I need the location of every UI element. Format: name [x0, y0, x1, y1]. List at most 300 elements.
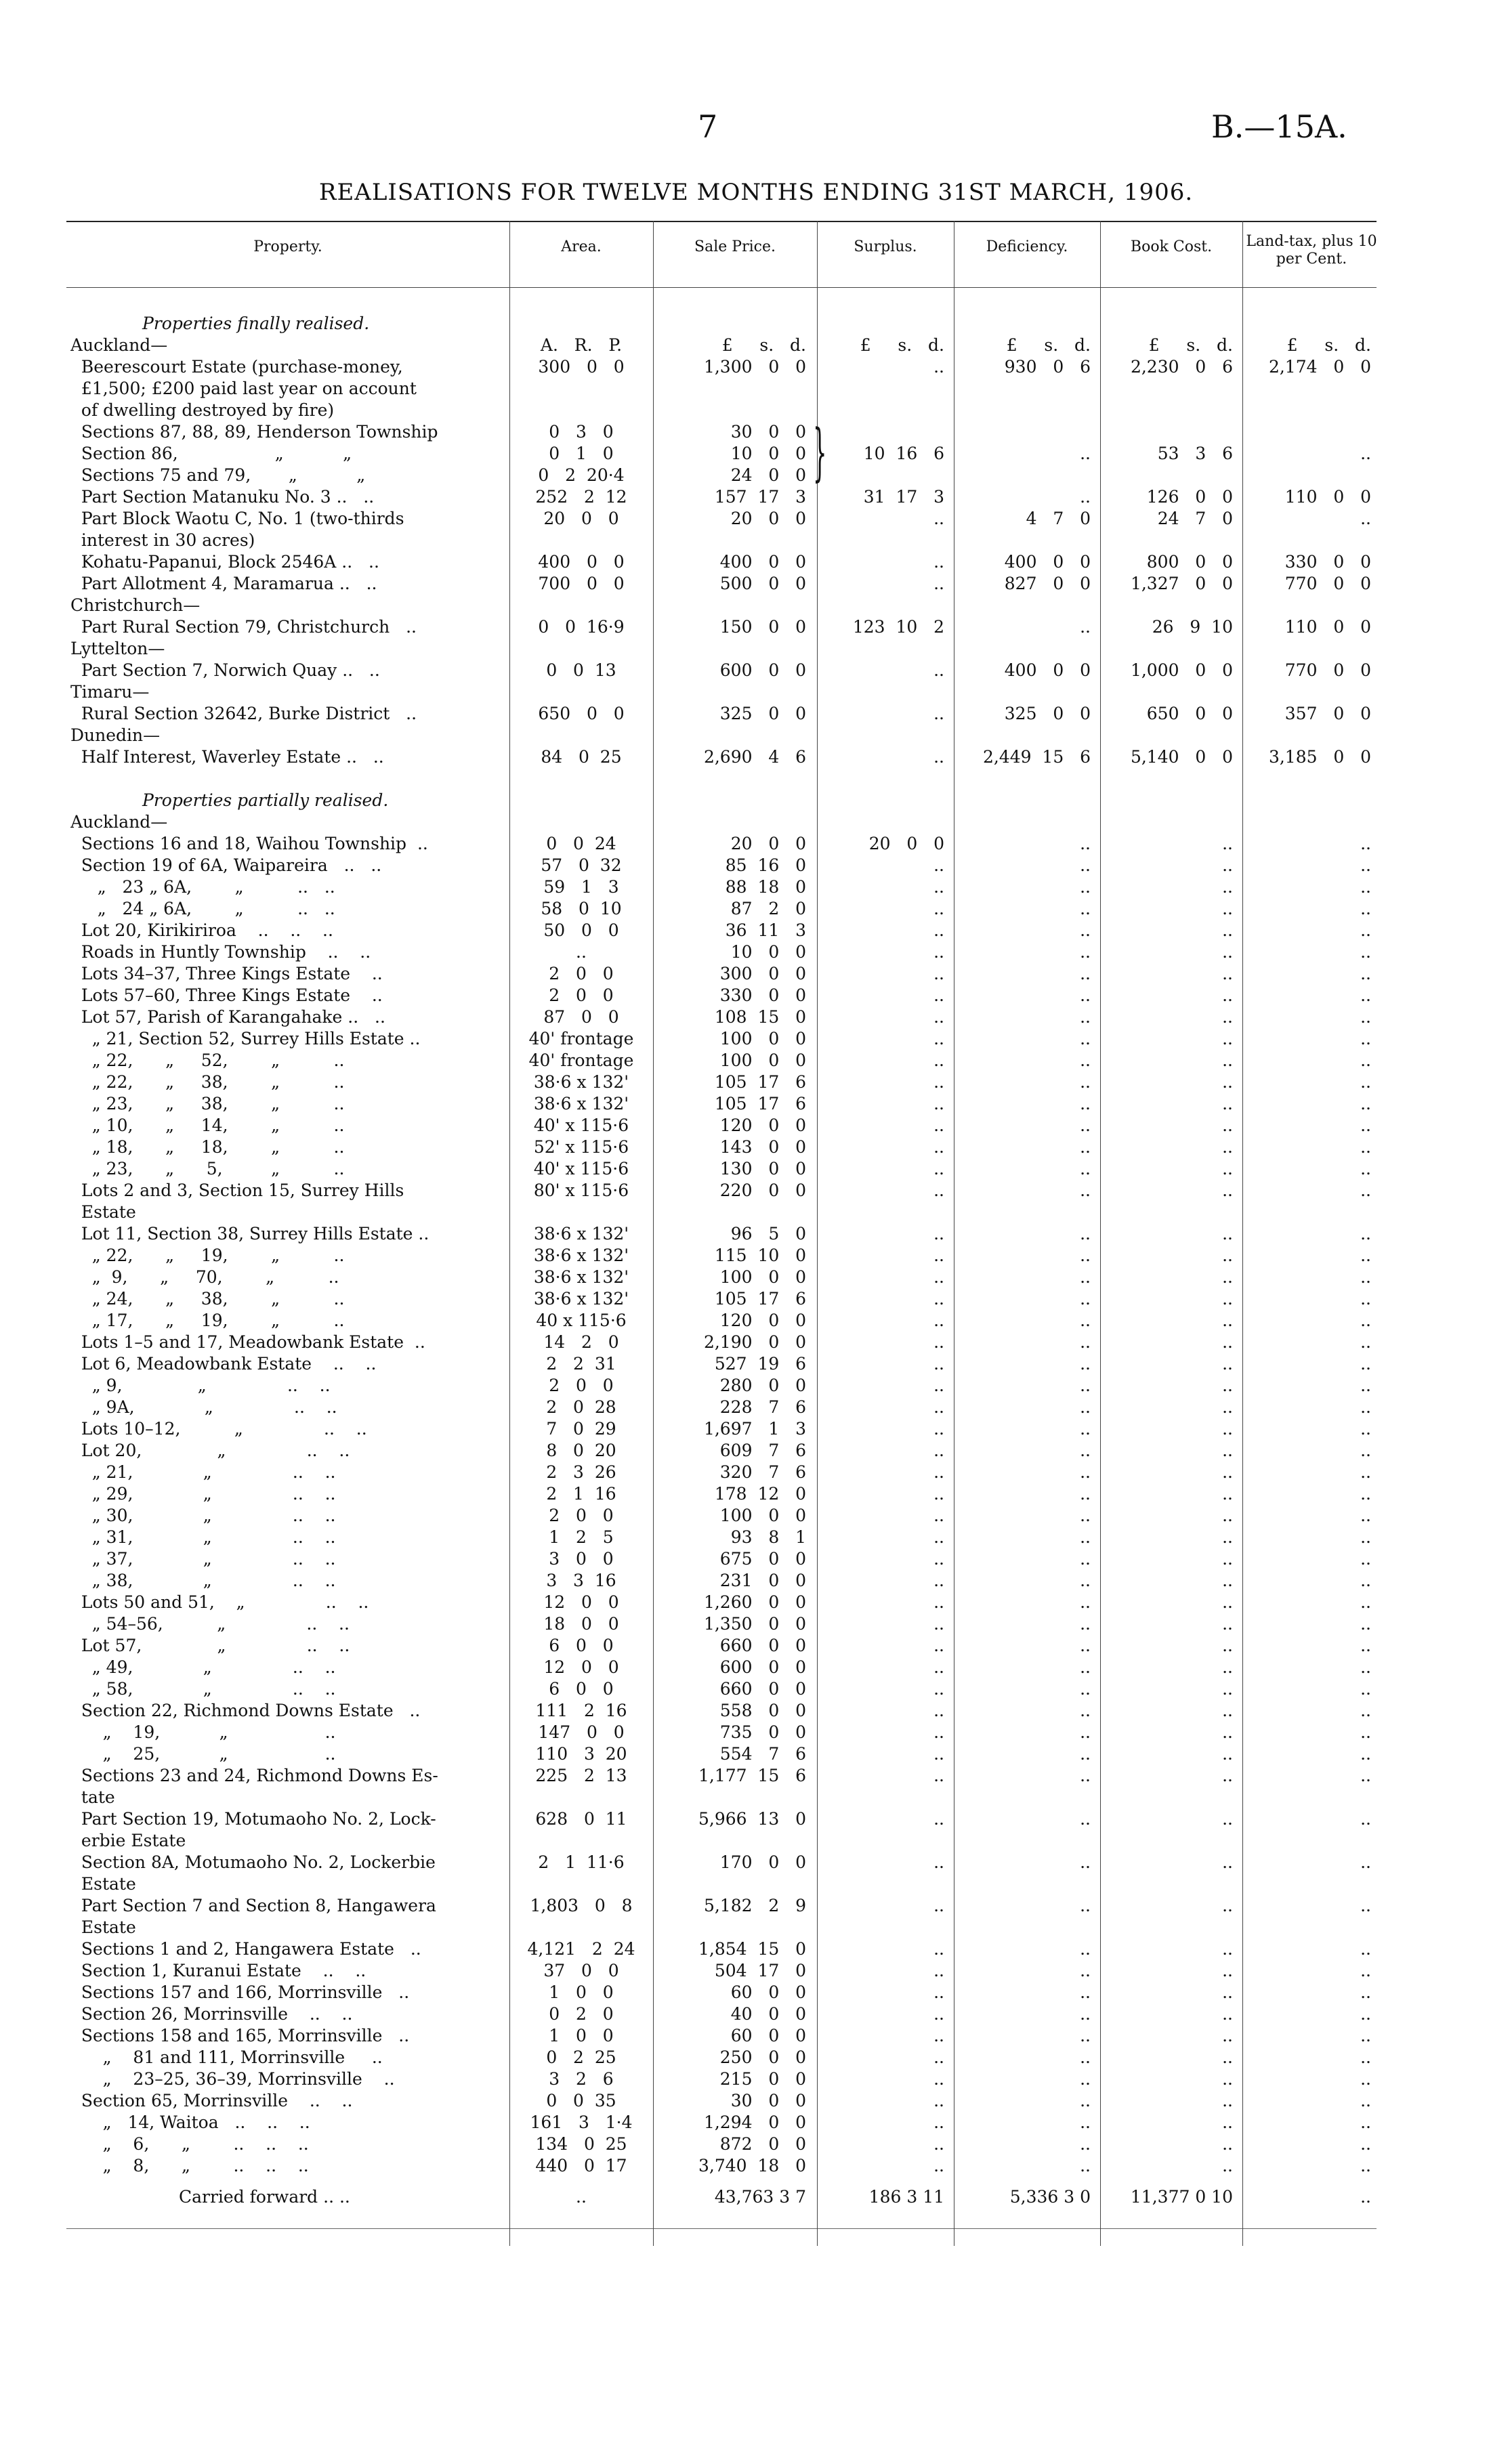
surplus-cell: 20 0 0: [868, 834, 944, 853]
deficiency-cell: ..: [1080, 1766, 1091, 1785]
area-cell: 40' frontage: [528, 1029, 634, 1048]
sale-price-cell: 96 5 0: [730, 1224, 806, 1244]
table-row: [0, 1505, 1512, 1527]
sale-price-cell: 1,350 0 0: [703, 1614, 806, 1634]
property-description: „ 23–25, 36–39, Morrinsville ..: [70, 2069, 395, 2089]
area-cell: 12 0 0: [543, 1592, 619, 1612]
table-row: [0, 768, 1512, 790]
table-row: [0, 335, 1512, 356]
sale-price-cell: 60 0 0: [730, 1982, 806, 2002]
area-cell: 2 1 16: [546, 1484, 616, 1504]
surplus-cell: ..: [933, 1809, 944, 1829]
land-tax-cell: £ s. d.: [1286, 335, 1371, 355]
area-cell: 18 0 0: [543, 1614, 619, 1634]
sale-price-cell: 504 17 0: [714, 1961, 806, 1980]
area-cell: 2 0 0: [549, 1506, 614, 1525]
sale-price-cell: 20 0 0: [730, 509, 806, 528]
table-row: [0, 530, 1512, 551]
area-cell: 3 3 16: [546, 1571, 616, 1590]
surplus-cell: ..: [933, 1462, 944, 1482]
carried-forward-book-cost: 11,377 0 10: [1130, 2187, 1233, 2207]
surplus-cell: ..: [933, 1982, 944, 2002]
deficiency-cell: ..: [1080, 1116, 1091, 1135]
land-tax-cell: ..: [1360, 1961, 1371, 1980]
deficiency-cell: ..: [1080, 1484, 1091, 1504]
surplus-cell: ..: [933, 1636, 944, 1655]
table-row: [0, 811, 1512, 833]
book-cost-cell: ..: [1222, 1549, 1233, 1569]
sale-price-cell: 10 0 0: [730, 942, 806, 962]
property-description: Section 65, Morrinsville .. ..: [70, 2091, 353, 2110]
property-description: „ 21, Section 52, Surrey Hills Estate ..: [70, 1029, 421, 1048]
book-cost-cell: ..: [1222, 985, 1233, 1005]
area-cell: 38·6 x 132': [533, 1224, 629, 1244]
land-tax-cell: ..: [1360, 1571, 1371, 1590]
surplus-cell: 10 16 6: [863, 444, 944, 463]
surplus-cell: ..: [933, 2091, 944, 2110]
surplus-cell: ..: [933, 2026, 944, 2045]
deficiency-cell: ..: [1080, 1636, 1091, 1655]
deficiency-cell: ..: [1080, 1007, 1091, 1027]
sale-price-cell: 554 7 6: [719, 1744, 806, 1764]
sale-price-cell: 320 7 6: [719, 1462, 806, 1482]
property-description: „ 10, „ 14, „ ..: [70, 1116, 345, 1135]
table-row: [0, 378, 1512, 400]
land-tax-cell: ..: [1360, 1289, 1371, 1309]
deficiency-cell: ..: [1080, 1029, 1091, 1048]
sale-price-cell: £ s. d.: [721, 335, 806, 355]
surplus-cell: ..: [933, 574, 944, 593]
surplus-cell: ..: [933, 1961, 944, 1980]
sale-price-cell: 178 12 0: [714, 1484, 806, 1504]
property-description: „ 54–56, „ .. ..: [70, 1614, 350, 1634]
area-cell: 3 2 6: [549, 2069, 614, 2089]
table-row: [0, 790, 1512, 811]
property-description: Auckland—: [70, 335, 168, 355]
table-row: [0, 746, 1512, 768]
area-cell: 37 0 0: [543, 1961, 619, 1980]
table-row: [0, 443, 1512, 465]
page-number: 7: [698, 108, 718, 145]
table-row: [0, 2025, 1512, 2047]
area-cell: 0 2 25: [546, 2047, 616, 2067]
table-row: [0, 1440, 1512, 1462]
table-row: [0, 1462, 1512, 1483]
area-cell: A. R. P.: [540, 335, 623, 355]
deficiency-cell: ..: [1080, 877, 1091, 897]
sale-price-cell: 2,190 0 0: [703, 1332, 806, 1352]
deficiency-cell: ..: [1080, 834, 1091, 853]
surplus-cell: ..: [933, 1896, 944, 1915]
area-cell: 12 0 0: [543, 1657, 619, 1677]
property-description: Section 19 of 6A, Waipareira .. ..: [70, 855, 382, 875]
area-cell: 38·6 x 132': [533, 1072, 629, 1092]
land-tax-cell: ..: [1360, 1527, 1371, 1547]
property-description: „ 22, „ 38, „ ..: [70, 1072, 345, 1092]
land-tax-cell: ..: [1360, 1267, 1371, 1287]
property-description: „ 23, „ 38, „ ..: [70, 1094, 345, 1113]
surplus-cell: ..: [933, 660, 944, 680]
sale-price-cell: 85 16 0: [725, 855, 806, 875]
page-title: REALISATIONS FOR TWELVE MONTHS ENDING 31ST MARCH, 1906.: [318, 179, 1194, 206]
deficiency-cell: ..: [1080, 2112, 1091, 2132]
table-row: [0, 1635, 1512, 1657]
surplus-cell: ..: [933, 1159, 944, 1178]
sale-price-cell: 1,854 15 0: [698, 1939, 806, 1959]
surplus-cell: ..: [933, 704, 944, 723]
sale-price-cell: 100 0 0: [719, 1029, 806, 1048]
property-description: Section 22, Richmond Downs Estate ..: [70, 1701, 421, 1720]
book-cost-cell: ..: [1222, 1289, 1233, 1309]
area-cell: 14 2 0: [543, 1332, 619, 1352]
area-cell: 0 0 16·9: [538, 617, 625, 637]
area-cell: 0 2 0: [549, 2004, 614, 2024]
land-tax-cell: ..: [1360, 1982, 1371, 2002]
property-description: „ 81 and 111, Morrinsville ..: [70, 2047, 383, 2067]
area-cell: 147 0 0: [538, 1722, 625, 1742]
land-tax-cell: ..: [1360, 1419, 1371, 1439]
book-cost-cell: ..: [1222, 2069, 1233, 2089]
table-row: [0, 1375, 1512, 1397]
table-row: [0, 1982, 1512, 2003]
table-row: [0, 1093, 1512, 1115]
property-description: Lot 20, Kirikiriroa .. .. ..: [70, 920, 333, 940]
property-description: Roads in Huntly Township .. ..: [70, 942, 371, 962]
sale-price-cell: 675 0 0: [719, 1549, 806, 1569]
book-cost-cell: ..: [1222, 1592, 1233, 1612]
land-tax-cell: ..: [1360, 1116, 1371, 1135]
property-description: „ 14, Waitoa .. .. ..: [70, 2112, 310, 2132]
area-cell: 0 0 13: [546, 660, 616, 680]
table-row: [0, 1180, 1512, 1202]
book-cost-cell: 5,140 0 0: [1130, 747, 1233, 767]
sale-price-cell: 250 0 0: [719, 2047, 806, 2067]
book-cost-cell: ..: [1222, 1116, 1233, 1135]
header-surplus: Surplus.: [854, 238, 917, 255]
deficiency-cell: 4 7 0: [1026, 509, 1091, 528]
book-cost-cell: ..: [1222, 1657, 1233, 1677]
sale-price-cell: 100 0 0: [719, 1267, 806, 1287]
surplus-cell: ..: [933, 1506, 944, 1525]
deficiency-cell: ..: [1080, 1896, 1091, 1915]
land-tax-cell: ..: [1360, 1614, 1371, 1634]
book-cost-cell: ..: [1222, 2156, 1233, 2175]
carried-forward-label: Carried forward .. ..: [179, 2187, 350, 2207]
sale-price-cell: 150 0 0: [719, 617, 806, 637]
sale-price-cell: 143 0 0: [719, 1137, 806, 1157]
sale-price-cell: 105 17 6: [714, 1289, 806, 1309]
sale-price-cell: 280 0 0: [719, 1376, 806, 1395]
book-cost-cell: ..: [1222, 2047, 1233, 2067]
book-cost-cell: ..: [1222, 2134, 1233, 2154]
area-cell: 59 1 3: [543, 877, 619, 897]
area-cell: 2 3 26: [546, 1462, 616, 1482]
area-cell: 2 0 0: [549, 1376, 614, 1395]
surplus-cell: ..: [933, 2156, 944, 2175]
land-tax-cell: ..: [1360, 1137, 1371, 1157]
book-cost-cell: ..: [1222, 834, 1233, 853]
deficiency-cell: 400 0 0: [1004, 552, 1091, 572]
sale-price-cell: 330 0 0: [719, 985, 806, 1005]
property-description: „ 18, „ 18, „ ..: [70, 1137, 345, 1157]
book-cost-cell: 24 7 0: [1157, 509, 1233, 528]
deficiency-cell: ..: [1080, 2069, 1091, 2089]
grouping-brace: }: [813, 416, 827, 488]
table-row: [0, 1202, 1512, 1223]
land-tax-cell: ..: [1360, 1592, 1371, 1612]
sale-price-cell: 220 0 0: [719, 1181, 806, 1200]
area-cell: 111 2 16: [535, 1701, 627, 1720]
sale-price-cell: 1,294 0 0: [703, 2112, 806, 2132]
deficiency-cell: 827 0 0: [1004, 574, 1091, 593]
area-cell: 40' x 115·6: [533, 1159, 629, 1178]
land-tax-cell: ..: [1360, 1506, 1371, 1525]
book-cost-cell: ..: [1222, 2026, 1233, 2045]
table-row: [0, 1418, 1512, 1440]
surplus-cell: ..: [933, 1766, 944, 1785]
land-tax-cell: ..: [1360, 1462, 1371, 1482]
land-tax-cell: ..: [1360, 855, 1371, 875]
area-cell: 7 0 29: [546, 1419, 616, 1439]
sale-price-cell: 600 0 0: [719, 660, 806, 680]
table-row: [0, 1006, 1512, 1028]
property-description: Lot 57, Parish of Karangahake .. ..: [70, 1007, 385, 1027]
surplus-cell: ..: [933, 2004, 944, 2024]
deficiency-cell: 2,449 15 6: [982, 747, 1091, 767]
area-cell: 40' frontage: [528, 1050, 634, 1070]
table-row: [0, 1267, 1512, 1288]
area-cell: 40 x 115·6: [536, 1311, 627, 1330]
deficiency-cell: ..: [1080, 1982, 1091, 2002]
area-cell: 134 0 25: [535, 2134, 627, 2154]
area-cell: 0 1 0: [549, 444, 614, 463]
land-tax-cell: ..: [1360, 1744, 1371, 1764]
deficiency-cell: ..: [1080, 1072, 1091, 1092]
deficiency-cell: ..: [1080, 1462, 1091, 1482]
table-row: [0, 1917, 1512, 1938]
sale-price-cell: 87 2 0: [730, 899, 806, 918]
header-bottom-rule: [66, 287, 1377, 288]
property-description: Sections 16 and 18, Waihou Township ..: [70, 834, 428, 853]
surplus-cell: ..: [933, 1527, 944, 1547]
property-description: Part Rural Section 79, Christchurch ..: [70, 617, 417, 637]
book-cost-cell: ..: [1222, 1354, 1233, 1374]
table-row: [0, 2133, 1512, 2155]
surplus-cell: ..: [933, 1679, 944, 1699]
header-sale-price: Sale Price.: [694, 238, 776, 255]
surplus-cell: ..: [933, 1397, 944, 1417]
area-cell: 2 2 31: [546, 1354, 616, 1374]
header-land-tax: Land-tax, plus 10 per Cent.: [1246, 233, 1377, 268]
table-row: [0, 1743, 1512, 1765]
property-description: „ 9, „ 70, „ ..: [70, 1267, 339, 1287]
property-description: „ 49, „ .. ..: [70, 1657, 336, 1677]
table-row: [0, 465, 1512, 486]
sale-price-cell: 100 0 0: [719, 1506, 806, 1525]
property-description: Part Allotment 4, Maramarua .. ..: [70, 574, 377, 593]
surplus-cell: ..: [933, 1181, 944, 1200]
area-cell: 80' x 115·6: [533, 1181, 629, 1200]
area-cell: 0 2 20·4: [538, 465, 625, 485]
surplus-cell: ..: [933, 1549, 944, 1569]
section-heading: Properties partially realised.: [142, 790, 389, 810]
deficiency-cell: £ s. d.: [1006, 335, 1091, 355]
table-row: [0, 508, 1512, 530]
book-cost-cell: 126 0 0: [1146, 487, 1233, 507]
land-tax-cell: ..: [1360, 1657, 1371, 1677]
property-description: Sections 157 and 166, Morrinsville ..: [70, 1982, 410, 2002]
area-cell: 225 2 13: [535, 1766, 627, 1785]
deficiency-cell: 930 0 6: [1004, 357, 1091, 377]
table-row: [0, 725, 1512, 746]
book-cost-cell: ..: [1222, 1267, 1233, 1287]
sale-price-cell: 60 0 0: [730, 2026, 806, 2045]
book-cost-cell: ..: [1222, 1636, 1233, 1655]
area-cell: 87 0 0: [543, 1007, 619, 1027]
deficiency-cell: ..: [1080, 1614, 1091, 1634]
sale-price-cell: 10 0 0: [730, 444, 806, 463]
book-cost-cell: ..: [1222, 1029, 1233, 1048]
table-row: [0, 1288, 1512, 1310]
table-row: [0, 1895, 1512, 1917]
area-cell: 4,121 2 24: [527, 1939, 635, 1959]
area-cell: 1 0 0: [549, 1982, 614, 2002]
table-row: [0, 920, 1512, 941]
land-tax-cell: ..: [1360, 1852, 1371, 1872]
surplus-cell: ..: [933, 1072, 944, 1092]
carried-forward-surplus: 186 3 11: [868, 2187, 944, 2207]
table-row: [0, 1657, 1512, 1678]
table-row: [0, 703, 1512, 725]
document-reference: B.—15A.: [1211, 108, 1347, 145]
book-cost-cell: ..: [1222, 899, 1233, 918]
book-cost-cell: ..: [1222, 1441, 1233, 1460]
table-row: [0, 660, 1512, 681]
property-description: „ 31, „ .. ..: [70, 1527, 336, 1547]
table-row: [0, 1115, 1512, 1137]
area-cell: 84 0 25: [541, 747, 622, 767]
area-cell: 52' x 115·6: [533, 1137, 629, 1157]
table-row: [0, 1938, 1512, 1960]
deficiency-cell: ..: [1080, 942, 1091, 962]
header-area: Area.: [561, 238, 602, 255]
sale-price-cell: 300 0 0: [719, 964, 806, 983]
table-row: [0, 1722, 1512, 1743]
property-description: „ 22, „ 19, „ ..: [70, 1246, 345, 1265]
deficiency-cell: ..: [1080, 487, 1091, 507]
property-description: Sections 1 and 2, Hangawera Estate ..: [70, 1939, 421, 1959]
table-row: [0, 1873, 1512, 1895]
book-cost-cell: ..: [1222, 1939, 1233, 1959]
property-description: Lot 57, „ .. ..: [70, 1636, 350, 1655]
area-cell: 6 0 0: [549, 1636, 614, 1655]
property-description: Rural Section 32642, Burke District ..: [70, 704, 417, 723]
property-description: tate: [70, 1787, 115, 1807]
surplus-cell: ..: [933, 964, 944, 983]
book-cost-cell: ..: [1222, 1050, 1233, 1070]
deficiency-cell: ..: [1080, 2004, 1091, 2024]
sale-price-cell: 120 0 0: [719, 1311, 806, 1330]
property-description: Half Interest, Waverley Estate .. ..: [70, 747, 384, 767]
deficiency-cell: ..: [1080, 964, 1091, 983]
sale-price-cell: 600 0 0: [719, 1657, 806, 1677]
surplus-cell: ..: [933, 1246, 944, 1265]
table-row: [0, 985, 1512, 1006]
property-description: Part Section Matanuku No. 3 .. ..: [70, 487, 375, 507]
surplus-cell: ..: [933, 2112, 944, 2132]
area-cell: 3 0 0: [549, 1549, 614, 1569]
sale-price-cell: 3,740 18 0: [698, 2156, 806, 2175]
land-tax-cell: ..: [1360, 1094, 1371, 1113]
book-cost-cell: ..: [1222, 1679, 1233, 1699]
book-cost-cell: ..: [1222, 1094, 1233, 1113]
sale-price-cell: 30 0 0: [730, 2091, 806, 2110]
property-description: Section 26, Morrinsville .. ..: [70, 2004, 353, 2024]
surplus-cell: ..: [933, 1094, 944, 1113]
surplus-cell: ..: [933, 357, 944, 377]
deficiency-cell: 325 0 0: [1004, 704, 1091, 723]
surplus-cell: ..: [933, 1289, 944, 1309]
deficiency-cell: ..: [1080, 1311, 1091, 1330]
property-description: Timaru—: [70, 682, 150, 702]
land-tax-cell: ..: [1360, 1159, 1371, 1178]
book-cost-cell: ..: [1222, 1462, 1233, 1482]
book-cost-cell: ..: [1222, 1484, 1233, 1504]
area-cell: 2 0 0: [549, 964, 614, 983]
book-cost-cell: ..: [1222, 1614, 1233, 1634]
deficiency-cell: ..: [1080, 1376, 1091, 1395]
property-description: „ 58, „ .. ..: [70, 1679, 336, 1699]
surplus-cell: ..: [933, 552, 944, 572]
surplus-cell: ..: [933, 1571, 944, 1590]
property-description: „ 6, „ .. .. ..: [70, 2134, 309, 2154]
property-description: Sections 87, 88, 89, Henderson Township: [70, 422, 438, 442]
surplus-cell: ..: [933, 1592, 944, 1612]
deficiency-cell: ..: [1080, 1419, 1091, 1439]
deficiency-cell: ..: [1080, 1050, 1091, 1070]
table-row: [0, 1050, 1512, 1071]
sale-price-cell: 735 0 0: [719, 1722, 806, 1742]
deficiency-cell: ..: [1080, 855, 1091, 875]
land-tax-cell: ..: [1360, 509, 1371, 528]
area-cell: 6 0 0: [549, 1679, 614, 1699]
surplus-cell: 123 10 2: [852, 617, 944, 637]
deficiency-cell: ..: [1080, 1679, 1091, 1699]
property-description: of dwelling destroyed by fire): [70, 400, 335, 420]
deficiency-cell: ..: [1080, 1592, 1091, 1612]
land-tax-cell: 330 0 0: [1284, 552, 1371, 572]
table-row: [0, 638, 1512, 660]
sale-price-cell: 231 0 0: [719, 1571, 806, 1590]
property-description: „ 30, „ .. ..: [70, 1506, 336, 1525]
table-row: [0, 421, 1512, 443]
property-description: Lots 1–5 and 17, Meadowbank Estate ..: [70, 1332, 425, 1352]
surplus-cell: ..: [933, 1852, 944, 1872]
area-cell: 50 0 0: [543, 920, 619, 940]
land-tax-cell: ..: [1360, 834, 1371, 853]
deficiency-cell: ..: [1080, 1181, 1091, 1200]
table-row: [0, 1787, 1512, 1808]
table-row: [0, 963, 1512, 985]
book-cost-cell: ..: [1222, 1809, 1233, 1829]
book-cost-cell: ..: [1222, 1181, 1233, 1200]
area-cell: 40' x 115·6: [533, 1116, 629, 1135]
surplus-cell: ..: [933, 1441, 944, 1460]
property-description: Estate: [70, 1917, 136, 1937]
surplus-cell: ..: [933, 1939, 944, 1959]
land-tax-cell: ..: [1360, 1636, 1371, 1655]
table-row: [0, 1245, 1512, 1267]
